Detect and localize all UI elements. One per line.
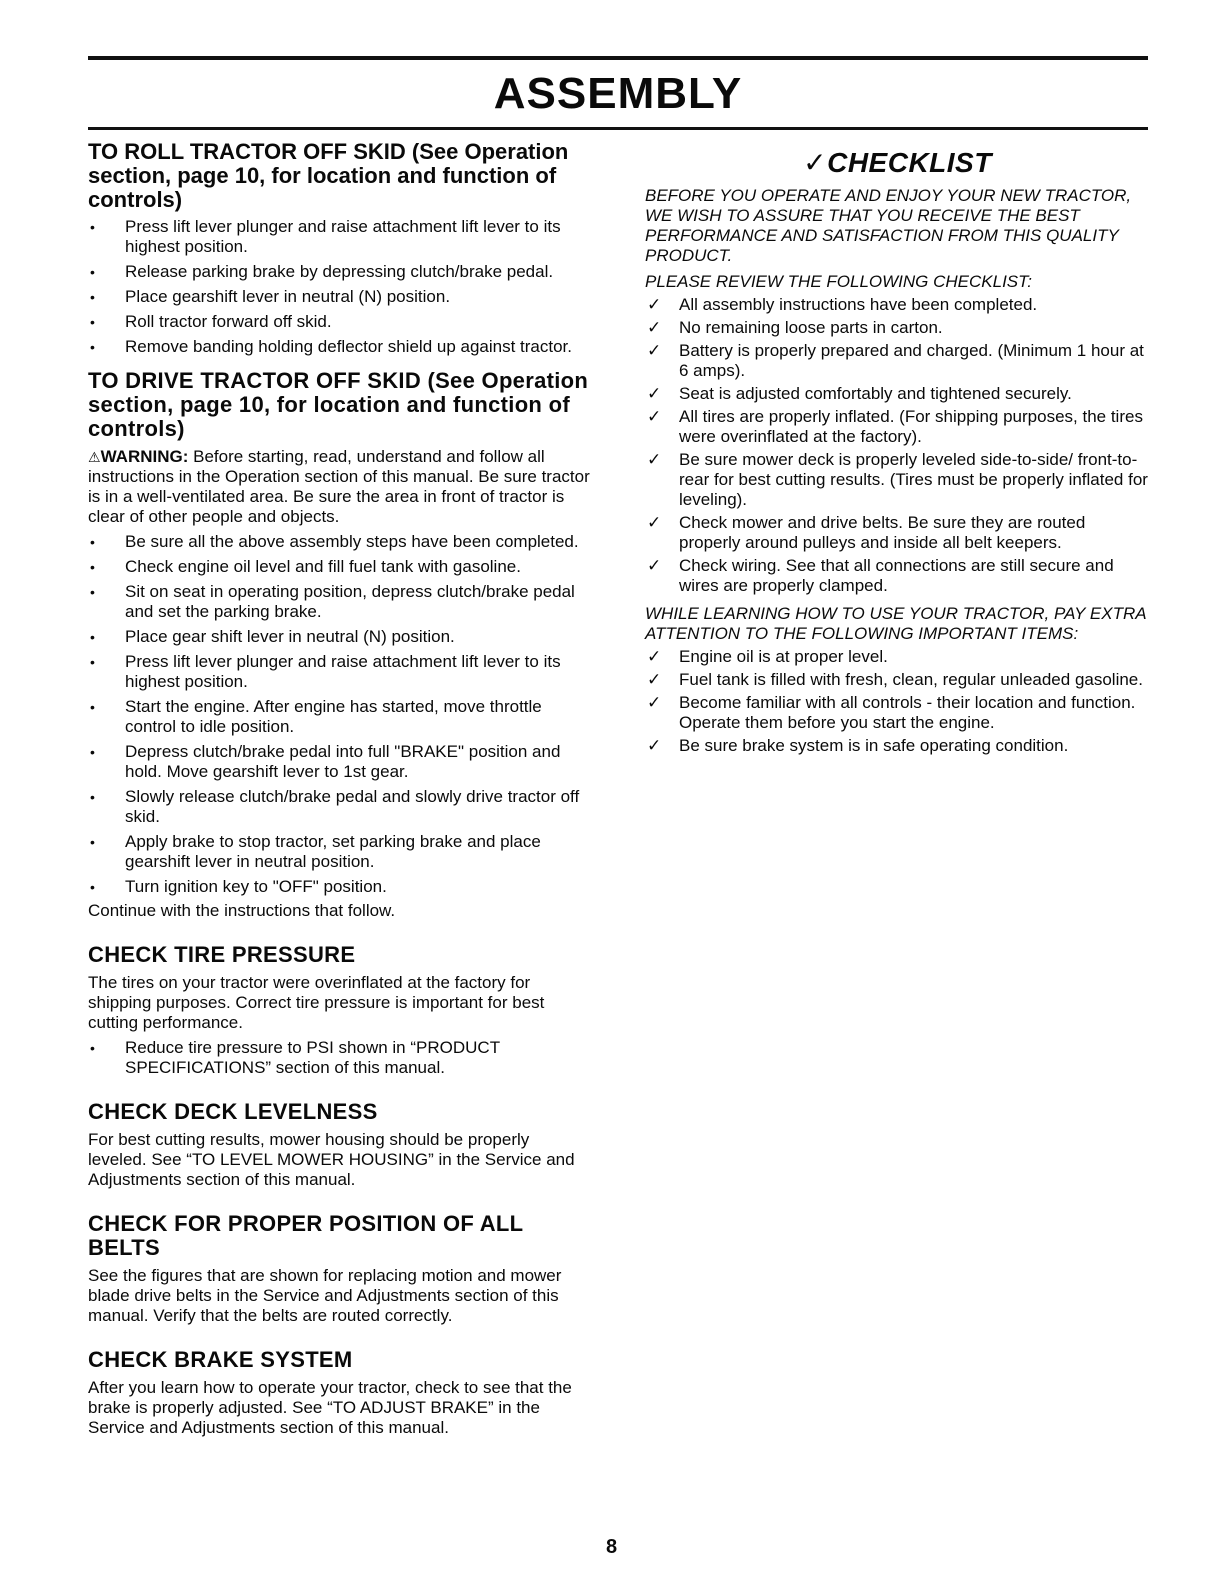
bullet-icon: • (90, 219, 95, 235)
checkmark-icon: ✓ (647, 341, 662, 360)
step-item (88, 582, 590, 622)
checklist-item-text: All tires are properly inflated. (For shipping purposes, the tires were overinflated at the factory). (679, 407, 1143, 446)
bullet-icon: • (90, 314, 95, 330)
warning-label: WARNING: (100, 447, 189, 466)
belts-heading: CHECK FOR PROPER POSITION OF ALL BELTS (88, 1211, 523, 1260)
step-item-text: Release parking brake by depressing clutch/brake pedal. (125, 262, 554, 281)
page-number: 8 (606, 1536, 618, 1558)
checkmark-icon: ✓ (647, 670, 662, 689)
checkmark-icon: ✓ (647, 513, 662, 532)
checklist-item (645, 556, 1150, 596)
checklist-item (645, 407, 1150, 447)
step-item-text: Sit on seat in operating position, depress clutch/brake pedal and set the parking brake. (125, 582, 575, 621)
step-item-text: Depress clutch/brake pedal into full "BRAKE" position and hold. Move gearshift lever to 1st gear. (125, 742, 561, 781)
step-item (88, 1038, 590, 1078)
step-item (88, 217, 590, 257)
checkmark-icon: ✓ (647, 384, 662, 403)
step-item (88, 742, 590, 782)
checklist-item-text: All assembly instructions have been completed. (679, 295, 1038, 314)
bullet-icon: • (90, 629, 95, 645)
step-item (88, 287, 590, 307)
step-item-text: Be sure all the above assembly steps have been completed. (125, 532, 579, 551)
brake-system-text: After you learn how to operate your tractor, check to see that the brake is properly adjusted. See “TO ADJUST BRAKE” in the Service and Adjustments section of this manual. (88, 1378, 572, 1437)
header-rule-top (88, 56, 1148, 60)
warning-paragraph (88, 447, 590, 527)
step-item-text: Apply brake to stop tractor, set parking brake and place gearshift lever in neutral position. (125, 832, 541, 871)
step-item-text: Press lift lever plunger and raise attachment lift lever to its highest position. (125, 217, 561, 256)
step-item (88, 877, 590, 897)
step-item-text: Start the engine. After engine has started, move throttle control to idle position. (125, 697, 542, 736)
bullet-icon: • (90, 1040, 95, 1056)
brake-system-heading: CHECK BRAKE SYSTEM (88, 1347, 353, 1372)
step-item (88, 532, 590, 552)
checklist-item (645, 341, 1150, 381)
roll-off-skid-steps (88, 217, 590, 357)
step-item-text: Slowly release clutch/brake pedal and slowly drive tractor off skid. (125, 787, 580, 826)
left-column (88, 140, 590, 1438)
step-item (88, 337, 590, 357)
important-item-text: Become familiar with all controls - their location and function. Operate them before you start the engine. (679, 693, 1136, 732)
tire-pressure-steps (88, 1038, 590, 1078)
checklist-item-text: No remaining loose parts in carton. (679, 318, 943, 337)
warning-triangle-icon: ⚠ (88, 449, 101, 465)
bullet-icon: • (90, 339, 95, 355)
bullet-icon: • (90, 289, 95, 305)
step-item (88, 262, 590, 282)
checklist-title: ✓CHECKLIST (803, 147, 992, 178)
warning-text: Before starting, read, understand and follow all instructions in the Operation section of this manual. Be sure tractor is in a well-ventilated area. Be sure the area in front of tractor is clear of other people and objects. (88, 447, 590, 526)
bullet-icon: • (90, 584, 95, 600)
tire-pressure-text: The tires on your tractor were overinflated at the factory for shipping purposes. Correct tire pressure is important for best cutting performance. (88, 973, 545, 1032)
checklist-item-text: Seat is adjusted comfortably and tightened securely. (679, 384, 1072, 403)
step-item (88, 627, 590, 647)
tire-pressure-heading: CHECK TIRE PRESSURE (88, 942, 356, 967)
important-item (645, 670, 1150, 690)
belts-text: See the figures that are shown for replacing motion and mower blade drive belts in the Service and Adjustments section of this manual. Verify that the belts are routed correctly. (88, 1266, 562, 1325)
learning-text: WHILE LEARNING HOW TO USE YOUR TRACTOR, PAY EXTRA ATTENTION TO THE FOLLOWING IMPORTANT ITEMS: (645, 604, 1146, 643)
deck-levelness-text: For best cutting results, mower housing should be properly leveled. See “TO LEVEL MOWER HOUSING” in the Service and Adjustments section of this manual. (88, 1130, 575, 1189)
drive-off-skid-heading: TO DRIVE TRACTOR OFF SKID (See Operation section, page 10, for location and function of controls) (88, 368, 589, 441)
important-items (645, 647, 1150, 756)
step-item-text: Place gearshift lever in neutral (N) position. (125, 287, 451, 306)
step-item-text: Reduce tire pressure to PSI shown in “PRODUCT SPECIFICATIONS” section of this manual. (125, 1038, 500, 1077)
important-item (645, 693, 1150, 733)
step-item (88, 832, 590, 872)
page-title: ASSEMBLY (493, 69, 743, 118)
checklist-item (645, 513, 1150, 553)
checkmark-icon: ✓ (647, 295, 662, 314)
checkmark-icon: ✓ (647, 407, 662, 426)
step-item (88, 787, 590, 827)
checklist-intro: BEFORE YOU OPERATE AND ENJOY YOUR NEW TRACTOR, WE WISH TO ASSURE THAT YOU RECEIVE THE BEST PERFORMANCE AND SATISFACTION FROM THIS QUALITY PRODUCT. (645, 186, 1132, 265)
bullet-icon: • (90, 534, 95, 550)
checkmark-icon: ✓ (647, 318, 662, 337)
step-item (88, 697, 590, 737)
step-item-text: Check engine oil level and fill fuel tank with gasoline. (125, 557, 521, 576)
step-item (88, 652, 590, 692)
step-item (88, 312, 590, 332)
checklist-item-text: Be sure mower deck is properly leveled side-to-side/ front-to-rear for best cutting results. (Tires must be properly inflated for leveling). (679, 450, 1148, 509)
bullet-icon: • (90, 789, 95, 805)
checkmark-icon: ✓ (647, 556, 662, 575)
step-item-text: Remove banding holding deflector shield up against tractor. (125, 337, 573, 356)
bullet-icon: • (90, 559, 95, 575)
deck-levelness-heading: CHECK DECK LEVELNESS (88, 1099, 378, 1124)
checklist-item (645, 318, 1150, 338)
bullet-icon: • (90, 744, 95, 760)
bullet-icon: • (90, 654, 95, 670)
step-item (88, 557, 590, 577)
continue-text: Continue with the instructions that follow. (88, 901, 396, 920)
checkmark-icon: ✓ (647, 450, 662, 469)
bullet-icon: • (90, 834, 95, 850)
step-item-text: Turn ignition key to "OFF" position. (125, 877, 387, 896)
right-column (645, 140, 1150, 764)
roll-off-skid-heading: TO ROLL TRACTOR OFF SKID (See Operation section, page 10, for location and function of controls) (88, 139, 569, 212)
important-item-text: Be sure brake system is in safe operating condition. (679, 736, 1069, 755)
drive-off-skid-steps (88, 532, 590, 897)
checklist-item-text: Check wiring. See that all connections are still secure and wires are properly clamped. (679, 556, 1114, 595)
checklist-review-text: PLEASE REVIEW THE FOLLOWING CHECKLIST: (645, 272, 1032, 291)
step-item-text: Place gear shift lever in neutral (N) position. (125, 627, 455, 646)
important-item-text: Fuel tank is filled with fresh, clean, regular unleaded gasoline. (679, 670, 1143, 689)
bullet-icon: • (90, 879, 95, 895)
step-item-text: Press lift lever plunger and raise attachment lift lever to its highest position. (125, 652, 561, 691)
checkmark-icon: ✓ (647, 693, 662, 712)
checkmark-icon: ✓ (647, 736, 662, 755)
step-item-text: Roll tractor forward off skid. (125, 312, 332, 331)
bullet-icon: • (90, 264, 95, 280)
checklist-item-text: Battery is properly prepared and charged. (Minimum 1 hour at 6 amps). (679, 341, 1144, 380)
header-rule-bottom (88, 127, 1148, 130)
important-item (645, 647, 1150, 667)
checklist-item (645, 450, 1150, 510)
important-item-text: Engine oil is at proper level. (679, 647, 888, 666)
checklist-item-text: Check mower and drive belts. Be sure they are routed properly around pulleys and inside all belt keepers. (679, 513, 1086, 552)
checklist-items (645, 295, 1150, 596)
important-item (645, 736, 1150, 756)
checklist-item (645, 384, 1150, 404)
checkmark-icon: ✓ (647, 647, 662, 666)
checklist-item (645, 295, 1150, 315)
bullet-icon: • (90, 699, 95, 715)
